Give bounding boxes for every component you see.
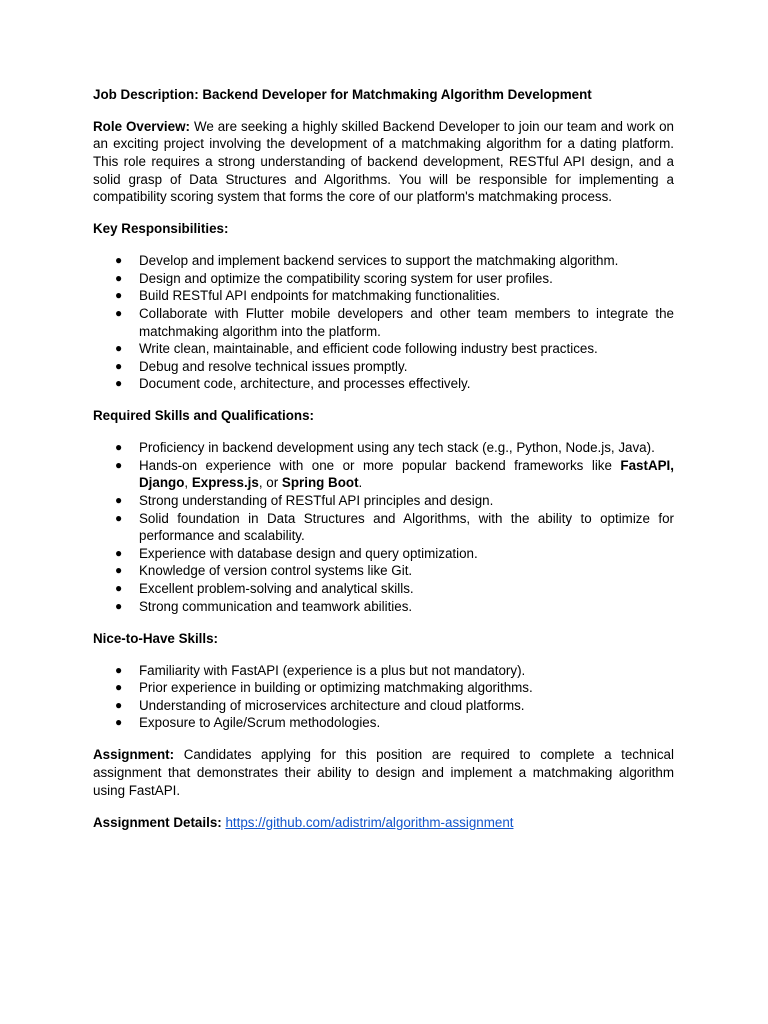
role-overview-text: We are seeking a highly skilled Backend Developer to join our team and work on an exciting project involving the development of a matchmaking algorithm for a dating platform. This role requires a strong understanding of backend development, RESTful API design, and a solid grasp of Data Structures and Algorithms. You will be responsible for implementing a compatibility scoring system that forms the core of our platform's matchmaking process. bbox=[93, 118, 674, 205]
assignment-label: Assignment: bbox=[93, 747, 175, 763]
bullet-icon: ● bbox=[115, 581, 123, 595]
bullet-icon: ● bbox=[115, 253, 123, 268]
document-page bbox=[93, 86, 674, 845]
bullet-icon: ● bbox=[115, 270, 123, 285]
role-overview-paragraph bbox=[93, 118, 674, 206]
list-item: ● Solid foundation in Data Structures and Algorithms, with the ability to optimize for performance and scalability. bbox=[115, 510, 674, 544]
bullet-icon: ● bbox=[115, 358, 123, 373]
list-item: ● Proficiency in backend development using any tech stack (e.g., Python, Node.js, Java). bbox=[115, 440, 655, 456]
assignment-text: Candidates applying for this position are required to complete a technical assignment that demonstrates their ability to design and implement a matchmaking algorithm using FastAPI. bbox=[93, 747, 674, 798]
key-responsibilities-list bbox=[93, 252, 674, 393]
list-item: ● Understanding of microservices architecture and cloud platforms. bbox=[115, 697, 525, 713]
list-item: ● Excellent problem-solving and analytical skills. bbox=[115, 581, 414, 596]
list-item: ● Prior experience in building or optimizing matchmaking algorithms. bbox=[115, 680, 533, 696]
list-item: ● Design and optimize the compatibility scoring system for user profiles. bbox=[115, 270, 553, 286]
bullet-icon: ● bbox=[115, 680, 123, 695]
list-item: ● Exposure to Agile/Scrum methodologies. bbox=[115, 715, 381, 731]
nice-to-have-list bbox=[93, 662, 674, 732]
required-skills-list bbox=[93, 439, 674, 615]
bullet-icon: ● bbox=[115, 563, 123, 578]
bullet-icon: ● bbox=[115, 662, 123, 677]
bullet-icon: ● bbox=[115, 376, 123, 391]
list-item: ● Familiarity with FastAPI (experience is a plus but not mandatory). bbox=[115, 662, 526, 678]
bullet-icon: ● bbox=[115, 493, 123, 508]
assignment-details-paragraph bbox=[93, 814, 674, 832]
assignment-details-label: Assignment Details: bbox=[93, 814, 222, 830]
framework-fastapi: FastAPI, bbox=[620, 457, 674, 473]
assignment-link[interactable]: https://github.com/adistrim/algorithm-assignment bbox=[225, 814, 514, 830]
bullet-icon: ● bbox=[115, 545, 123, 560]
bullet-icon: ● bbox=[115, 440, 123, 455]
assignment-paragraph bbox=[93, 746, 674, 799]
framework-expressjs: Express.js bbox=[191, 475, 259, 491]
list-item: ● Develop and implement backend services to support the matchmaking algorithm. bbox=[115, 253, 619, 269]
framework-spring-boot: Spring Boot bbox=[281, 475, 359, 491]
bullet-icon: ● bbox=[115, 697, 123, 712]
list-item: ● Strong communication and teamwork abilities. bbox=[115, 598, 413, 614]
bullet-icon: ● bbox=[115, 305, 123, 320]
bullet-icon: ● bbox=[115, 341, 123, 356]
list-item: ● Experience with database design and query optimization. bbox=[115, 545, 478, 561]
nice-to-have-heading: Nice-to-Have Skills: bbox=[93, 630, 219, 646]
bullet-icon: ● bbox=[115, 598, 123, 613]
framework-django: Django bbox=[139, 475, 185, 491]
required-skills-heading: Required Skills and Qualifications: bbox=[93, 408, 314, 424]
list-item: ● Build RESTful API endpoints for matchmaking functionalities. bbox=[115, 288, 500, 304]
list-item: ● Debug and resolve technical issues promptly. bbox=[115, 358, 408, 374]
bullet-icon: ● bbox=[115, 715, 123, 730]
key-responsibilities-heading: Key Responsibilities: bbox=[93, 221, 229, 237]
list-item: ● Knowledge of version control systems like Git. bbox=[115, 563, 413, 579]
bullet-icon: ● bbox=[115, 457, 123, 472]
role-overview-label: Role Overview: bbox=[93, 118, 190, 134]
bullet-icon: ● bbox=[115, 510, 123, 525]
list-item: ● Hands-on experience with one or more popular backend frameworks like FastAPI, Django, Express.js, or Spring Boot. bbox=[115, 457, 674, 491]
list-item: ● Document code, architecture, and processes effectively. bbox=[115, 376, 471, 392]
list-item: ● Collaborate with Flutter mobile developers and other team members to integrate the matchmaking algorithm into the platform. bbox=[115, 305, 674, 339]
list-item: ● Strong understanding of RESTful API principles and design. bbox=[115, 493, 494, 509]
bullet-icon: ● bbox=[115, 288, 123, 303]
list-item: ● Write clean, maintainable, and efficient code following industry best practices. bbox=[115, 341, 598, 357]
document-title: Job Description: Backend Developer for Matchmaking Algorithm Development bbox=[93, 87, 592, 102]
